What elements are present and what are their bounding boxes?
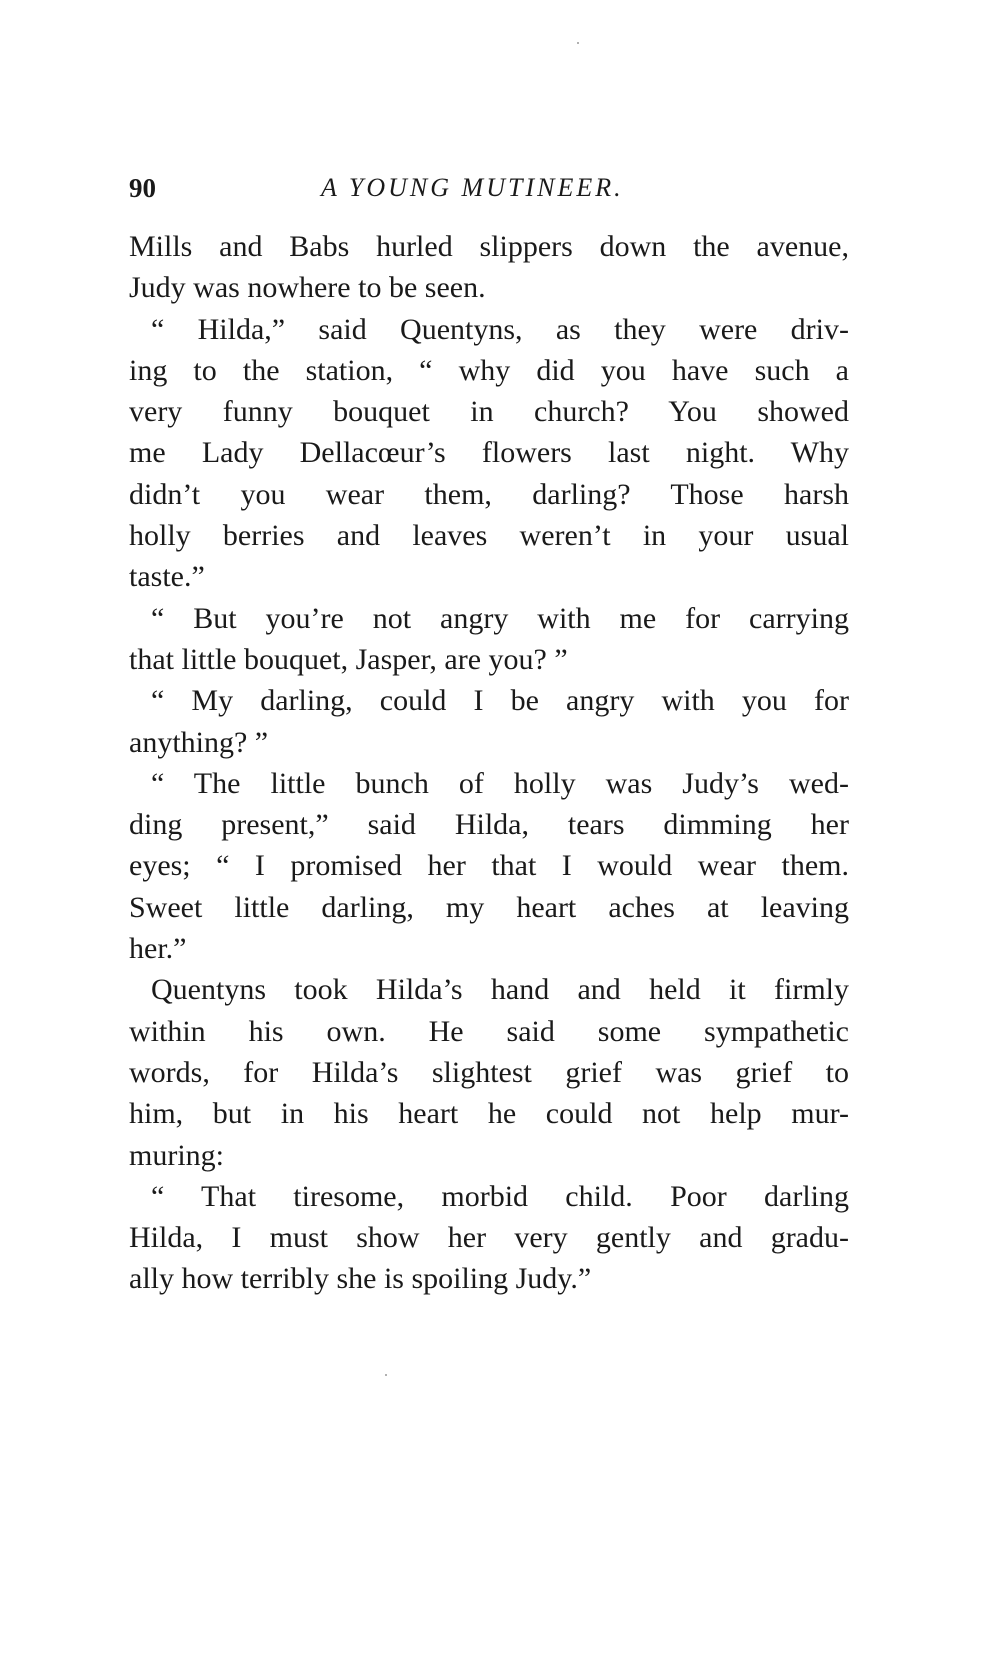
text-line: “ That tiresome, morbid child. Poor darling [151,1179,849,1213]
text-line: “ Hilda,” said Quentyns, as they were driv- [151,312,849,346]
text-line: Mills and Babs hurled slippers down the avenue, [129,230,849,263]
text-line: “ My darling, could I be angry with you for [151,684,849,718]
text-line: didn’t you wear them, darling? Those harsh [129,477,849,511]
speck-mark [385,1374,387,1376]
text-line: muring: [129,1138,224,1172]
text-line: very funny bouquet in church? You showed [129,395,849,429]
text-line: Quentyns took Hilda’s hand and held it firmly [151,973,849,1007]
body-text [129,226,849,1300]
text-line: words, for Hilda’s slightest grief was grief to [129,1055,849,1089]
text-line: her.” [129,932,187,966]
text-line: anything? ” [129,725,269,759]
text-line: ally how terribly she is spoiling Judy.” [129,1262,592,1296]
text-line: Judy was nowhere to be seen. [129,271,486,305]
text-line: within his own. He said some sympathetic [129,1014,849,1048]
book-title: A YOUNG MUTINEER. [321,173,624,202]
text-line: “ The little bunch of holly was Judy’s wed- [151,766,849,800]
text-line: ding present,” said Hilda, tears dimming her [129,808,849,842]
text-line: ing to the station, “ why did you have such a [129,353,849,387]
text-line: “ But you’re not angry with me for carrying [151,601,849,635]
page-number: 90 [129,173,156,203]
running-head [129,168,849,208]
text-line: him, but in his heart he could not help mur- [129,1097,849,1131]
text-line: Hilda, I must show her very gently and gradu- [129,1221,849,1255]
text-line: eyes; “ I promised her that I would wear them. [129,849,849,883]
text-line: that little bouquet, Jasper, are you? ” [129,642,568,676]
text-line: holly berries and leaves weren’t in your usual [129,519,849,553]
text-line: taste.” [129,560,205,594]
text-line: Sweet little darling, my heart aches at leaving [129,890,849,924]
text-line: me Lady Dellacœur’s flowers last night. Why [129,436,849,470]
speck-mark [577,42,579,44]
